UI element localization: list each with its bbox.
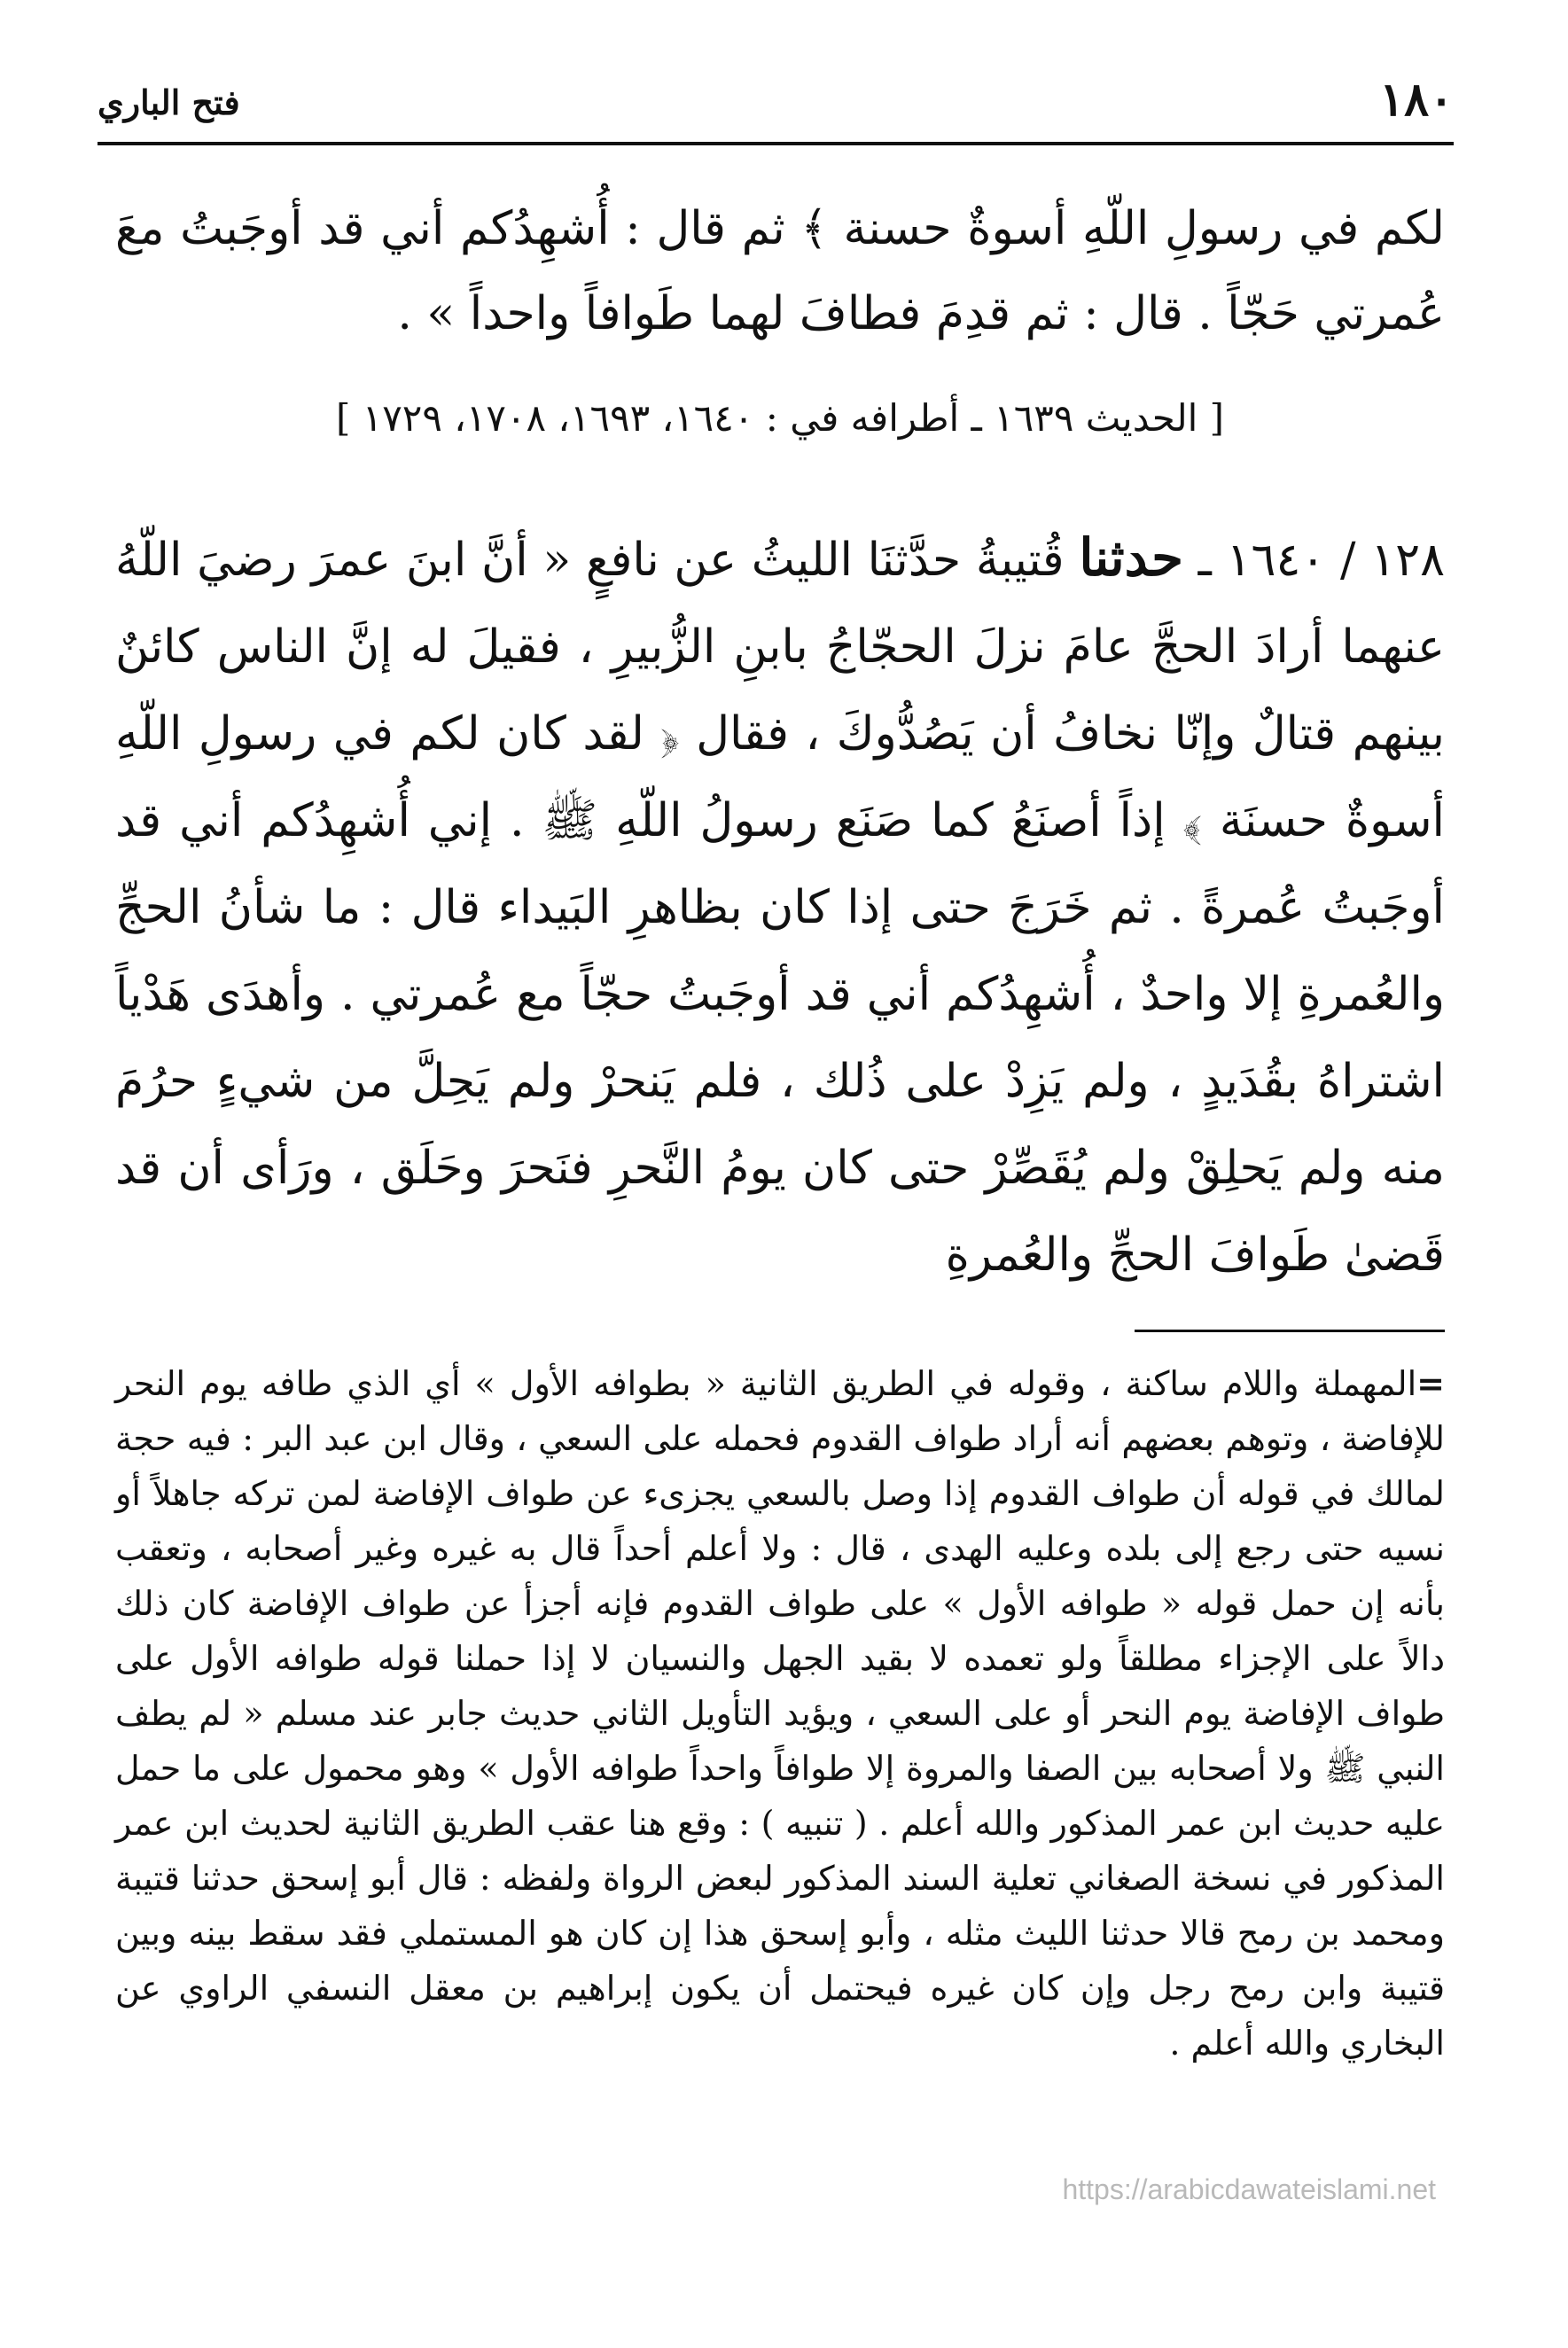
page-number: ١٨٠: [1379, 73, 1454, 127]
book-title: فتح الباري: [98, 82, 240, 122]
hadith-text: قُتيبةُ حدَّثنَا الليثُ عن نافعٍ « أنَّ ابنَ عمرَ رضيَ اللّهُ عنهما أرادَ الحجَّ عامَ نزلَ الحجّاجُ بابنِ الزُّبيرِ ، فقيلَ له إنَّ الناس كائنٌ بينهم قتالٌ وإنّا نخافُ أن يَصُدُّوكَ ، فقال ﴿ لقد كان لكم في رسولِ اللّهِ أسوةٌ حسنَة ﴾ إذاً أصنَعُ كما صَنَع رسولُ اللّهِ ﷺ . إني أُشهِدُكم أني قد أوجَبتُ عُمرةً . ثم خَرَجَ حتى إذا كان بظاهرِ البَيداء قال : ما شأنُ الحجِّ والعُمرةِ إلا واحدٌ ، أُشهِدُكم أني قد أوجَبتُ حجّاً مع عُمرتي . وأهدَى هَدْياً اشتراهُ بقُدَيدٍ ، ولم يَزِدْ على ذُلك ، فلم يَنحرْ ولم يَحِلَّ من شيءٍ حرُمَ منه ولم يَحلِقْ ولم يُقَصِّرْ حتى كان يومُ النَّحرِ فنَحرَ وحَلَق ، ورَأى أن قد قَضىٰ طَوافَ الحجِّ والعُمرةِ: [115, 534, 1446, 1282]
running-header: [98, 69, 1454, 131]
hadith-paragraph: [115, 514, 1445, 1299]
haddathana-heading: حدثنا: [1079, 527, 1183, 588]
hadith-cross-reference: [ الحديث ١٦٣٩ ـ أطرافه في : ١٦٤٠، ١٦٩٣، ١٧٠٨، ١٧٢٩ ]: [335, 396, 1225, 440]
footnote-continuation-marker: =: [1416, 1363, 1445, 1403]
header-divider: [98, 142, 1454, 145]
watermark-url: https://arabicdawateislami.net: [1062, 2173, 1436, 2205]
footnote-paragraph: [115, 1356, 1445, 2071]
footnote-text: المهملة واللام ساكنة ، وقوله في الطريق الثانية « بطوافه الأول » أي الذي طافه يوم النحر للإفاضة ، وتوهم بعضهم أنه أراد طواف القدوم فحمله على السعي ، وقال ابن عبد البر : فيه حجة لمالك في قوله أن طواف القدوم إذا وصل بالسعي يجزىء عن طواف الإفاضة لمن تركه جاهلاً أو نسيه حتى رجع إلى بلده وعليه الهدى ، قال : ولا أعلم أحداً قال به غيره وغير أصحابه ، وتعقب بأنه إن حمل قوله « طوافه الأول » على طواف القدوم فإنه أجزأ عن طواف الإفاضة كان ذلك دالاً على الإجزاء مطلقاً ولو تعمده لا بقيد الجهل والنسيان لا إذا حملنا قوله طوافه الأول على طواف الإفاضة يوم النحر أو على السعي ، ويؤيد التأويل الثاني حديث جابر عند مسلم « لم يطف النبي ﷺ ولا أصحابه بين الصفا والمروة إلا طوافاً واحداً طوافه الأول » وهو محمول على ما حمل عليه حديث ابن عمر المذكور والله أعلم . ( تنبيه ) : وقع هنا عقب الطريق الثانية لحديث ابن عمر المذكور في نسخة الصغاني تعلية السند المذكور لبعض الرواة ولفظه : قال أبو إسحق حدثنا قتيبة ومحمد بن رمح قالا حدثنا الليث مثله ، وأبو إسحق هذا إن كان هو المستملي فقد سقط بينه وبين قتيبة وابن رمح رجل وإن كان غيره فيحتمل أن يكون إبراهيم بن معقل النسفي الراوي عن البخاري والله أعلم .: [115, 1364, 1446, 2063]
intro-paragraph: لكم في رسولِ اللّهِ أسوةٌ حسنة ﴾ ثم قال : أُشهِدُكم أني قد أوجَبتُ معَ عُمرتي حَجّاً . قال : ثم قدِمَ فطافَ لهما طَوافاً واحداً » .: [115, 202, 1445, 340]
hadith-number: ١٢٨ / ١٦٤٠ ـ: [1197, 534, 1446, 587]
footnote-divider: [1135, 1330, 1445, 1332]
